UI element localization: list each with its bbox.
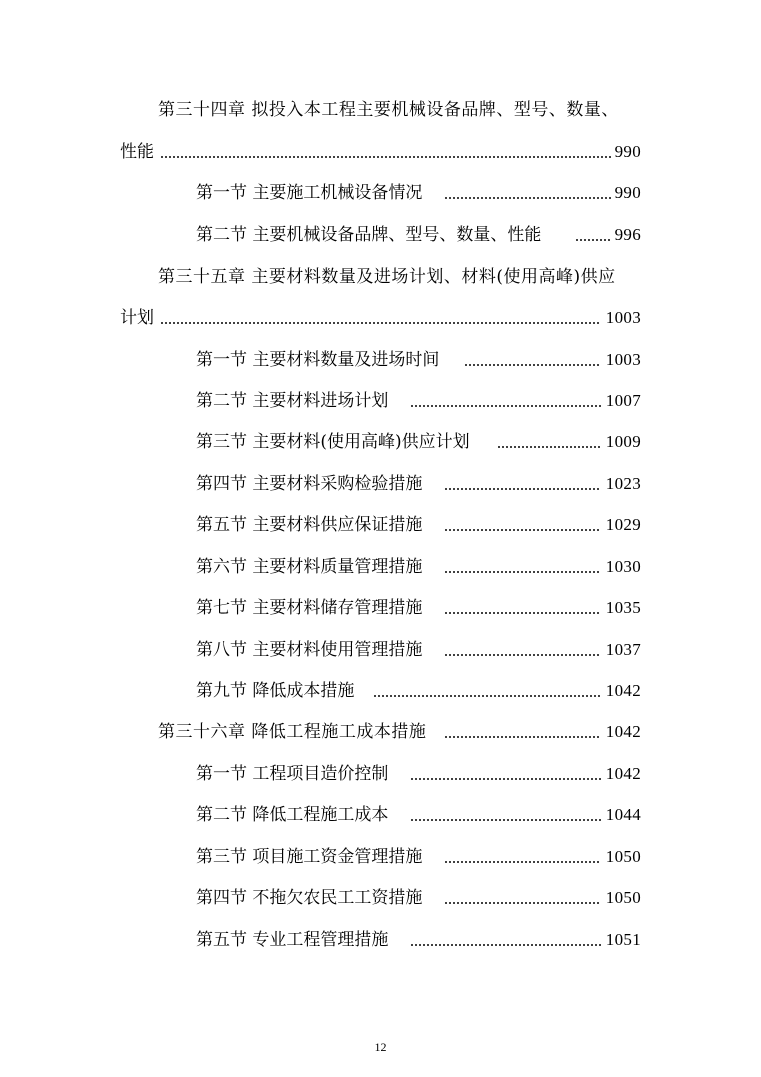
toc-section-item[interactable] (0, 593, 761, 623)
toc-page-number: 1003 (605, 350, 641, 369)
toc-page-number: 990 (614, 142, 641, 161)
toc-chapter-35-line2[interactable] (0, 303, 761, 333)
toc-label: 第五节 主要材料供应保证措施 (196, 515, 423, 535)
toc-section-item[interactable] (0, 552, 761, 582)
toc-section-item[interactable] (0, 469, 761, 499)
leader-dots (444, 654, 601, 656)
toc-page-number: 1030 (605, 557, 641, 576)
leader-dots (575, 239, 611, 241)
toc-section-item[interactable] (0, 676, 761, 706)
toc-label: 第八节 主要材料使用管理措施 (196, 640, 423, 660)
leader-dots (444, 529, 601, 531)
toc-section-item[interactable] (0, 635, 761, 665)
toc-label: 计划 (120, 308, 154, 328)
toc-chapter-34-line2[interactable] (0, 137, 761, 167)
toc-page-number: 1037 (605, 640, 641, 659)
toc-page-number: 1044 (605, 805, 641, 824)
leader-dots (410, 944, 601, 946)
leader-dots (464, 364, 601, 366)
toc-label: 第三节 主要材料(使用高峰)供应计划 (196, 432, 470, 452)
toc-section-item[interactable] (0, 178, 761, 208)
toc-section-item[interactable] (0, 759, 761, 789)
leader-dots (444, 197, 611, 199)
leader-dots (444, 736, 601, 738)
toc-label: 第一节 主要材料数量及进场时间 (196, 350, 440, 370)
leader-dots (444, 488, 601, 490)
toc-page-number: 1050 (605, 888, 641, 907)
leader-dots (497, 446, 601, 448)
toc-label: 第九节 降低成本措施 (196, 681, 355, 701)
toc-label: 第三十五章 主要材料数量及进场计划、材料(使用高峰)供应 (158, 267, 616, 287)
leader-dots (444, 612, 601, 614)
toc-section-item[interactable] (0, 345, 761, 375)
toc-label: 第四节 主要材料采购检验措施 (196, 474, 423, 494)
toc-label: 第三十四章 拟投入本工程主要机械设备品牌、型号、数量、 (158, 100, 619, 120)
toc-section-item[interactable] (0, 842, 761, 872)
leader-dots (373, 695, 601, 697)
leader-dots (160, 322, 601, 324)
toc-page-number: 1042 (605, 681, 641, 700)
toc-label: 第五节 专业工程管理措施 (196, 930, 389, 950)
toc-label: 第三节 项目施工资金管理措施 (196, 847, 423, 867)
leader-dots (410, 819, 601, 821)
toc-label: 第六节 主要材料质量管理措施 (196, 557, 423, 577)
leader-dots (444, 902, 601, 904)
toc-label: 性能 (120, 142, 154, 162)
toc-page-number: 1009 (605, 432, 641, 451)
toc-page-number: 990 (614, 183, 641, 202)
toc-page-number: 1042 (605, 764, 641, 783)
page-number-footer: 12 (374, 1040, 387, 1054)
toc-section-item[interactable] (0, 925, 761, 955)
toc-section-item[interactable] (0, 386, 761, 416)
leader-dots (410, 778, 601, 780)
toc-page-number: 1029 (605, 515, 641, 534)
toc-section-item[interactable] (0, 883, 761, 913)
toc-label: 第四节 不拖欠农民工工资措施 (196, 888, 423, 908)
toc-label: 第二节 主要材料进场计划 (196, 391, 389, 411)
leader-dots (444, 861, 601, 863)
toc-page-number: 1051 (605, 930, 641, 949)
toc-label: 第二节 主要机械设备品牌、型号、数量、性能 (196, 225, 542, 245)
toc-section-item[interactable] (0, 427, 761, 457)
toc-label: 第一节 工程项目造价控制 (196, 764, 389, 784)
toc-page-number: 996 (614, 225, 641, 244)
toc-page-number: 1050 (605, 847, 641, 866)
leader-dots (410, 405, 601, 407)
toc-section-item[interactable] (0, 220, 761, 250)
toc-label: 第七节 主要材料储存管理措施 (196, 598, 423, 618)
toc-page-number: 1003 (605, 308, 641, 327)
toc-label: 第三十六章 降低工程施工成本措施 (158, 722, 427, 742)
toc-section-item[interactable] (0, 510, 761, 540)
toc-label: 第一节 主要施工机械设备情况 (196, 183, 423, 203)
leader-dots (160, 156, 611, 158)
toc-section-item[interactable] (0, 800, 761, 830)
toc-label: 第二节 降低工程施工成本 (196, 805, 389, 825)
toc-chapter-35-line1[interactable] (0, 262, 761, 292)
toc-page-number: 1007 (605, 391, 641, 410)
toc-chapter-36[interactable] (0, 717, 761, 747)
leader-dots (444, 571, 601, 573)
toc-page-number: 1042 (605, 722, 641, 741)
toc-page-number: 1023 (605, 474, 641, 493)
toc-chapter-34-line1[interactable] (0, 95, 761, 125)
toc-page-number: 1035 (605, 598, 641, 617)
